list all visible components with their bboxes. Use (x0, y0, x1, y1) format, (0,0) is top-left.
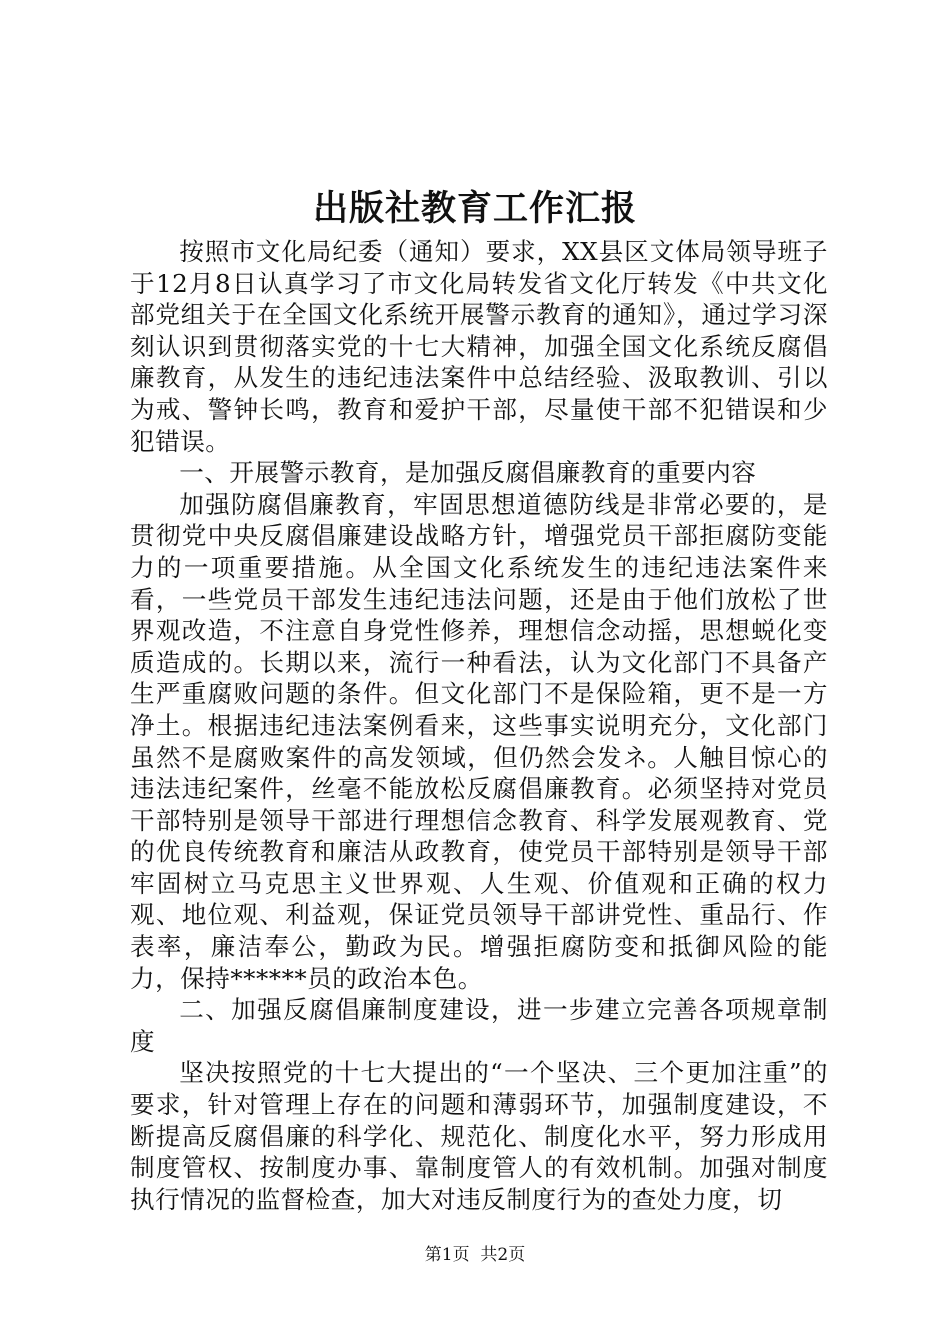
section-heading-1: 一、开展警示教育，是加强反腐倡廉教育的重要内容 (179, 458, 757, 488)
paragraph-section-2: 坚决按照党的十七大提出的“一个坚决、三个更加注重”的要求，针对管理上存在的问题和薄弱环节，加强制度建设，不断提高反腐倡廉的科学化、规范化、制度化水平，努力形成用制度管权、按制度办事、靠制度管人的有效机制。加强对制度执行情况的监督检查，加大对违反制度行为的查处力度，切 (130, 1058, 828, 1214)
section-heading-2: 二、加强反腐倡廉制度建设，进一步建立完善各项规章制度 (130, 995, 828, 1056)
paragraph-section-1: 加强防腐倡廉教育，牢固思想道德防线是非常必要的，是贯彻党中央反腐倡廉建设战略方针，增强党员干部拒腐防变能力的一项重要措施。从全国文化系统发生的违纪违法案件来看，一些党员干部发生违纪违法问题，还是由于他们放松了世界观改造，不注意自身党性修养，理想信念动摇，思想蜕化变质造成的。长期以来，流行一种看法，认为文化部门不具备产生严重腐败问题的条件。但文化部门不是保险箱，更不是一方净土。根据违纪违法案例看来，这些事实说明充分，文化部门虽然不是腐败案件的高发领域，但仍然会发ネ。人触目惊心的违法违纪案件，丝毫不能放松反腐倡廉教育。必须坚持对党员干部特别是领导干部进行理想信念教育、科学发展观教育、党的优良传统教育和廉洁从政教育，使党员干部特别是领导干部牢固树立马克思主义世界观、人生观、价值观和正确的权力观、地位观、利益观，保证党员领导干部讲党性、重品行、作表率，廉洁奉公，勤政为民。增强拒腐防变和抵御风险的能力，保持******员的政治本色。 (130, 489, 828, 993)
document-body (130, 236, 828, 1215)
paragraph-intro: 按照市文化局纪委（通知）要求，XX县区文体局领导班子于12月8日认真学习了市文化局转发省文化厅转发《中共文化部党组关于在全国文化系统开展警示教育的通知》，通过学习深刻认识到贯彻落实党的十七大精神，加强全国文化系统反腐倡廉教育，从发生的违纪违法案件中总结经验、汲取教训、引以为戒、警钟长鸣，教育和爱护干部，尽量使干部不犯错误和少犯错误。 (130, 237, 828, 456)
document-title: 出版社教育工作汇报 (312, 188, 637, 229)
page-footer (0, 1243, 950, 1267)
page-number: 第1页 共2页 (424, 1245, 526, 1265)
